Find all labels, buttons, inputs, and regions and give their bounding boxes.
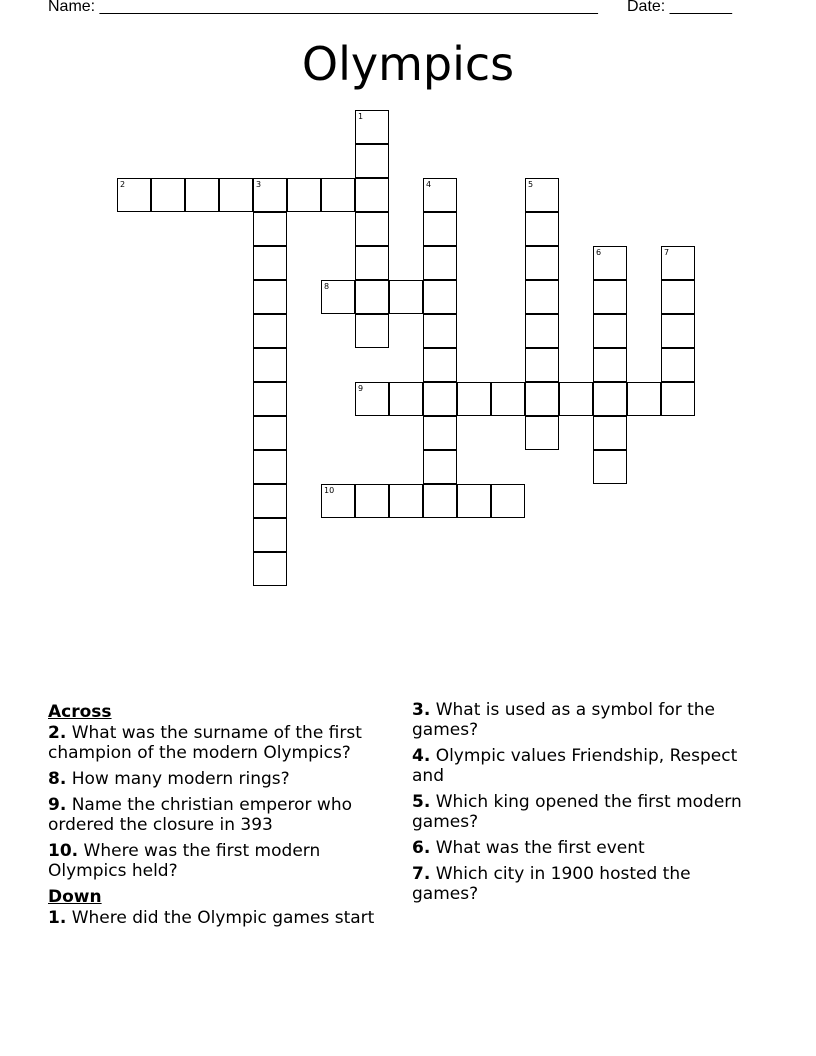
- crossword-cell[interactable]: [593, 450, 627, 484]
- crossword-cell[interactable]: [219, 178, 253, 212]
- crossword-cell[interactable]: [389, 484, 423, 518]
- crossword-cell[interactable]: [423, 314, 457, 348]
- clue-text: What was the first event: [435, 838, 645, 858]
- clue-number: 9.: [48, 795, 67, 815]
- clue-number: 7.: [412, 864, 431, 884]
- crossword-cell[interactable]: [253, 484, 287, 518]
- crossword-cell[interactable]: [661, 246, 695, 280]
- clue-text: How many modern rings?: [71, 769, 290, 789]
- clue-text: Where did the Olympic games start: [71, 908, 375, 928]
- crossword-cell[interactable]: [253, 552, 287, 586]
- crossword-cell[interactable]: [253, 246, 287, 280]
- crossword-cell[interactable]: [321, 484, 355, 518]
- crossword-cell[interactable]: [491, 382, 525, 416]
- clue-text: Which king opened the first modern games?: [412, 792, 742, 832]
- crossword-cell[interactable]: [253, 450, 287, 484]
- clue-number: 3.: [412, 700, 431, 720]
- clues-left-column: [48, 700, 393, 934]
- crossword-cell[interactable]: [423, 212, 457, 246]
- crossword-cell[interactable]: [525, 178, 559, 212]
- crossword-cell[interactable]: [423, 484, 457, 518]
- clues-right-column: [412, 700, 757, 910]
- crossword-cell[interactable]: [355, 144, 389, 178]
- crossword-cell[interactable]: [253, 382, 287, 416]
- crossword-cell[interactable]: [355, 314, 389, 348]
- crossword-cell[interactable]: [423, 178, 457, 212]
- crossword-cell[interactable]: [525, 246, 559, 280]
- cell-number: 4: [426, 180, 432, 189]
- crossword-cell[interactable]: [355, 382, 389, 416]
- crossword-cell[interactable]: [525, 280, 559, 314]
- crossword-cell[interactable]: [525, 212, 559, 246]
- clue-text: Which city in 1900 hosted the games?: [412, 864, 691, 904]
- crossword-cell[interactable]: [355, 484, 389, 518]
- crossword-cell[interactable]: [355, 178, 389, 212]
- cell-number: 6: [596, 248, 602, 257]
- crossword-cell[interactable]: [525, 382, 559, 416]
- crossword-cell[interactable]: [457, 484, 491, 518]
- cell-number: 5: [528, 180, 534, 189]
- crossword-cell[interactable]: [559, 382, 593, 416]
- crossword-cell[interactable]: [117, 178, 151, 212]
- crossword-cell[interactable]: [593, 246, 627, 280]
- crossword-cell[interactable]: [151, 178, 185, 212]
- crossword-cell[interactable]: [321, 178, 355, 212]
- cell-number: 2: [120, 180, 126, 189]
- clue-text: Olympic values Friendship, Respect and: [412, 746, 738, 786]
- clue-number: 1.: [48, 908, 67, 928]
- crossword-cell[interactable]: [661, 280, 695, 314]
- clue-across-2: [48, 723, 393, 763]
- crossword-cell[interactable]: [661, 382, 695, 416]
- cell-number: 8: [324, 282, 330, 291]
- crossword-cell[interactable]: [253, 518, 287, 552]
- crossword-cell[interactable]: [661, 314, 695, 348]
- clue-number: 6.: [412, 838, 431, 858]
- crossword-cell[interactable]: [423, 450, 457, 484]
- crossword-cell[interactable]: [287, 178, 321, 212]
- crossword-cell[interactable]: [423, 416, 457, 450]
- crossword-cell[interactable]: [389, 280, 423, 314]
- clue-text: What was the surname of the first champion of the modern Olympics?: [48, 723, 362, 763]
- crossword-cell[interactable]: [321, 280, 355, 314]
- crossword-cell[interactable]: [253, 348, 287, 382]
- clue-number: 2.: [48, 723, 67, 743]
- crossword-cell[interactable]: [593, 382, 627, 416]
- crossword-cell[interactable]: [355, 246, 389, 280]
- cell-number: 9: [358, 384, 364, 393]
- down-heading: Down: [48, 887, 102, 907]
- clue-number: 5.: [412, 792, 431, 812]
- crossword-cell[interactable]: [355, 110, 389, 144]
- crossword-cell[interactable]: [661, 348, 695, 382]
- crossword-cell[interactable]: [253, 178, 287, 212]
- clue-across-9: [48, 795, 393, 835]
- crossword-cell[interactable]: [525, 314, 559, 348]
- clue-across-8: [48, 769, 393, 789]
- across-heading: Across: [48, 702, 112, 722]
- crossword-cell[interactable]: [457, 382, 491, 416]
- crossword-cell[interactable]: [423, 382, 457, 416]
- clue-text: Where was the first modern Olympics held?: [48, 841, 321, 881]
- crossword-cell[interactable]: [593, 416, 627, 450]
- crossword-cell[interactable]: [525, 348, 559, 382]
- crossword-cell[interactable]: [185, 178, 219, 212]
- clue-text: What is used as a symbol for the games?: [412, 700, 716, 740]
- clue-number: 8.: [48, 769, 67, 789]
- clue-across-10: [48, 841, 393, 881]
- clue-text: Name the christian emperor who ordered the closure in 393: [48, 795, 352, 835]
- clue-number: 10.: [48, 841, 79, 861]
- cell-number: 3: [256, 180, 262, 189]
- cell-number: 7: [664, 248, 670, 257]
- crossword-cell[interactable]: [593, 280, 627, 314]
- clue-down-1: [48, 908, 393, 928]
- crossword-cell[interactable]: [627, 382, 661, 416]
- crossword-cell[interactable]: [355, 280, 389, 314]
- cell-number: 10: [324, 486, 335, 495]
- clue-number: 4.: [412, 746, 431, 766]
- crossword-cell[interactable]: [389, 382, 423, 416]
- clue-down-5: [412, 792, 757, 832]
- page-title: Olympics: [301, 37, 515, 91]
- clue-down-7: [412, 864, 757, 904]
- crossword-cell[interactable]: [491, 484, 525, 518]
- crossword-cell[interactable]: [253, 212, 287, 246]
- crossword-cell[interactable]: [593, 314, 627, 348]
- crossword-cell[interactable]: [423, 348, 457, 382]
- cell-number: 1: [358, 112, 364, 121]
- clue-down-3: [412, 700, 757, 740]
- crossword-cell[interactable]: [253, 314, 287, 348]
- name-field[interactable]: Name: ________________________________________________________: [48, 0, 598, 15]
- crossword-cell[interactable]: [423, 280, 457, 314]
- crossword-cell[interactable]: [593, 348, 627, 382]
- clue-down-4: [412, 746, 757, 786]
- crossword-cell[interactable]: [355, 212, 389, 246]
- crossword-cell[interactable]: [253, 416, 287, 450]
- crossword-cell[interactable]: [253, 280, 287, 314]
- clue-down-6: [412, 838, 757, 858]
- crossword-cell[interactable]: [423, 246, 457, 280]
- date-field[interactable]: Date: _______: [627, 0, 732, 15]
- crossword-cell[interactable]: [525, 416, 559, 450]
